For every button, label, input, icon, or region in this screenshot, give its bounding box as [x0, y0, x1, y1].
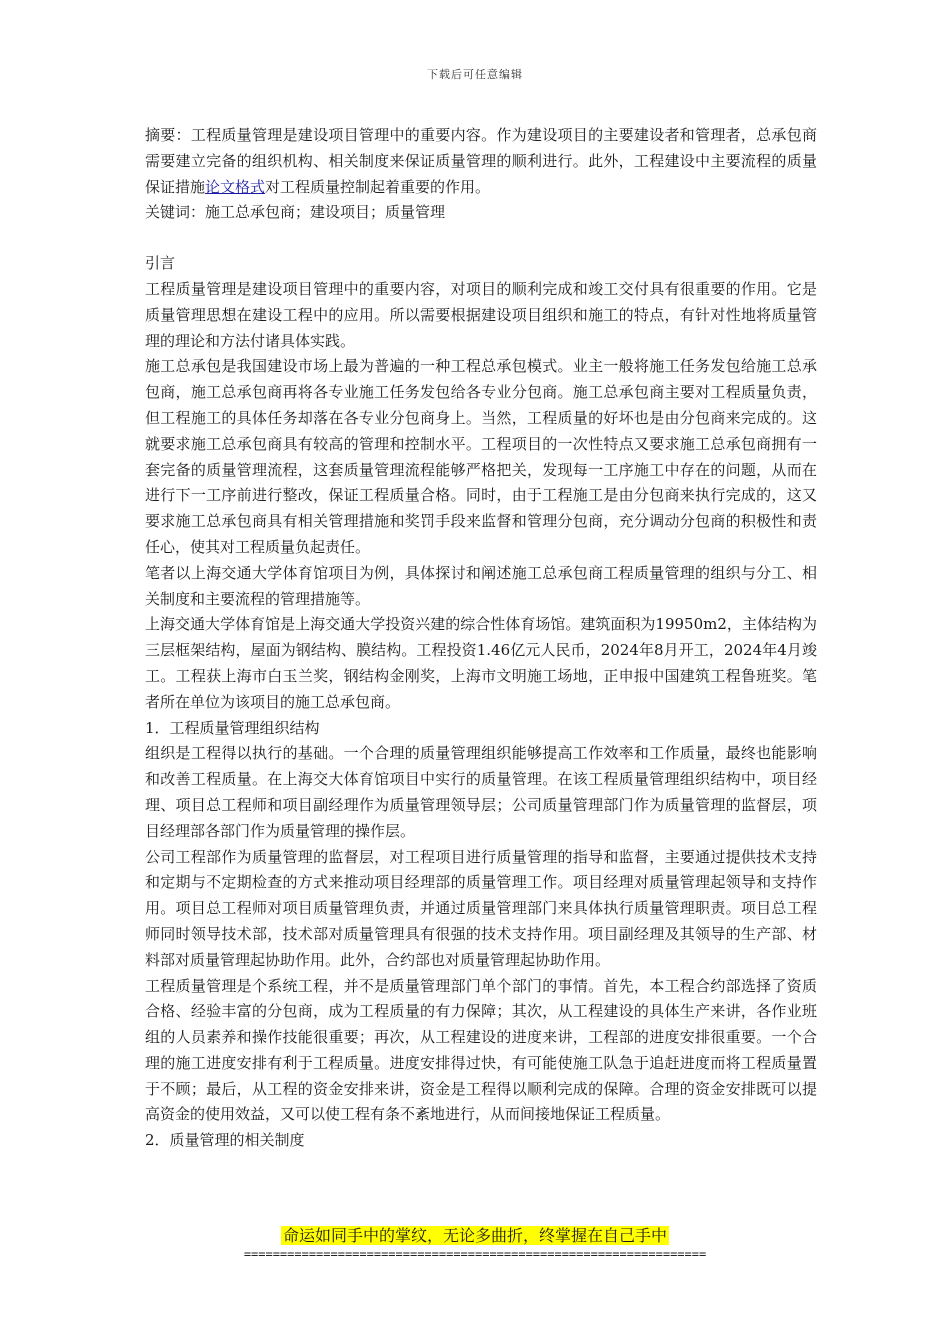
body-paragraph: 工程质量管理是个系统工程，并不是质量管理部门单个部门的事情。首先，本工程合约部选择了资质合格、经验丰富的分包商，成为工程质量的有力保障；其次，从工程建设的具体生产来讲，各作业班组的人员素养和操作技能很重要；再次，从工程建设的进度来讲，工程部的进度安排很重要。一个合理的施工进度安排有利于工程质量。进度安排得过快，有可能使施工队急于追赶进度而将工程质量置于不顾；最后，从工程的资金安排来讲，资金是工程得以顺利完成的保障。合理的资金安排既可以提高资金的使用效益，又可以使工程有条不紊地进行，从而间接地保证工程质量。 [145, 976, 817, 1124]
footer-motto-text: 命运如同手中的掌纹，无论多曲折，终掌握在自己手中 [282, 1226, 667, 1245]
page-header: 下载后可任意编辑 [427, 68, 523, 81]
abstract-paragraph [145, 123, 817, 200]
keywords-line: 关键词：施工总承包商；建设项目；质量管理 [145, 203, 446, 222]
paper-format-link[interactable]: 论文格式 [205, 177, 266, 196]
abstract-text: 摘要：工程质量管理是建设项目管理中的重要内容。作为建设项目的主要建设者和管理者，总承包商需要建立完备的组织机构、相关制度来保证质量管理的顺利进行。此外，工程建设中主要流程的质量保证措施 [145, 126, 817, 196]
intro-heading: 引言 [145, 254, 176, 273]
body-paragraph: 组织是工程得以执行的基础。一个合理的质量管理组织能够提高工作效率和工作质量，最终也能影响和改善工程质量。在上海交大体育馆项目中实行的质量管理。在该工程质量管理组织结构中，项目经理、项目总工程师和项目副经理作为质量管理领导层；公司质量管理部门作为质量管理的监督层，项目经理部各部门作为质量管理的操作层。 [145, 744, 817, 840]
body-paragraph: 上海交通大学体育馆是上海交通大学投资兴建的综合性体育场馆。建筑面积为19950m2，主体结构为三层框架结构，屋面为钢结构、膜结构。工程投资1.46亿元人民币，2024年8月开工，2024年4月竣工。工程获上海市白玉兰奖，钢结构金刚奖，上海市文明施工场地，正申报中国建筑工程鲁班奖。笔者所在单位为该项目的施工总承包商。 [145, 615, 817, 711]
footer-rule: ================================================================ [243, 1247, 707, 1261]
abstract-text-tail: 对工程质量控制起着重要的作用。 [265, 177, 491, 196]
section-heading-1: 1．工程质量管理组织结构 [145, 718, 320, 737]
document-body [145, 123, 817, 1154]
section-heading-2: 2．质量管理的相关制度 [145, 1131, 305, 1150]
body-paragraph: 公司工程部作为质量管理的监督层，对工程项目进行质量管理的指导和监督，主要通过提供技术支持和定期与不定期检查的方式来推动项目经理部的质量管理工作。项目经理对质量管理起领导和支持作用。项目总工程师对项目质量管理负责，并通过质量管理部门来具体执行质量管理职责。项目总工程师同时领导技术部，技术部对质量管理具有很强的技术支持作用。项目副经理及其领导的生产部、材料部对质量管理起协助作用。此外，合约部也对质量管理起协助作用。 [145, 847, 817, 969]
body-paragraph: 施工总承包是我国建设市场上最为普遍的一种工程总承包模式。业主一般将施工任务发包给施工总承包商，施工总承包商再将各专业施工任务发包给各专业分包商。施工总承包商主要对工程质量负责，但工程施工的具体任务却落在各专业分包商身上。当然，工程质量的好坏也是由分包商来完成的。这就要求施工总承包商具有较高的管理和控制水平。工程项目的一次性特点又要求施工总承包商拥有一套完备的质量管理流程，这套质量管理流程能够严格把关，发现每一工序施工中存在的问题，从而在进行下一工序前进行整改，保证工程质量合格。同时，由于工程施工是由分包商来执行完成的，这又要求施工总承包商具有相关管理措施和奖罚手段来监督和管理分包商，充分调动分包商的积极性和责任心，使其对工程质量负起责任。 [145, 357, 817, 556]
footer-motto [0, 1225, 950, 1247]
body-paragraph: 笔者以上海交通大学体育馆项目为例，具体探讨和阐述施工总承包商工程质量管理的组织与分工、相关制度和主要流程的管理措施等。 [145, 563, 817, 608]
body-paragraph: 工程质量管理是建设项目管理中的重要内容，对项目的顺利完成和竣工交付具有很重要的作用。它是质量管理思想在建设工程中的应用。所以需要根据建设项目组织和施工的特点，有针对性地将质量管理的理论和方法付诸具体实践。 [145, 279, 817, 350]
